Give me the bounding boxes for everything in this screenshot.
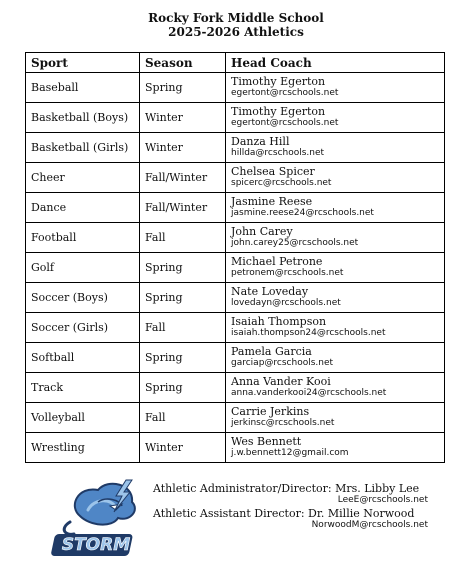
season-cell: Spring [140, 253, 226, 283]
head-coach-cell [226, 283, 445, 313]
school-title: Rocky Fork Middle School [148, 11, 324, 25]
coach-email[interactable]: egertont@rcschools.net [231, 118, 339, 128]
sport-cell: Track [26, 373, 140, 403]
season-cell: Spring [140, 283, 226, 313]
head-coach-cell [226, 163, 445, 193]
coach-email[interactable]: john.carey25@rcschools.net [231, 238, 359, 248]
coach-email[interactable]: anna.vanderkooi24@rcschools.net [231, 388, 387, 398]
head-coach-cell [226, 73, 445, 103]
season-cell: Winter [140, 433, 226, 463]
coach-email[interactable]: spicerc@rcschools.net [231, 178, 332, 188]
coach-name: Anna Vander Kooi [231, 375, 331, 388]
assistant-director-label: Athletic Assistant Director: Dr. Millie Norwood [153, 507, 415, 520]
sport-cell: Basketball (Girls) [26, 133, 140, 163]
head-coach-cell [226, 103, 445, 133]
coach-email[interactable]: egertont@rcschools.net [231, 88, 339, 98]
year-title: 2025-2026 Athletics [168, 25, 304, 39]
season-cell: Fall/Winter [140, 193, 226, 223]
head-coach-cell [226, 193, 445, 223]
coach-name: Chelsea Spicer [231, 165, 315, 178]
head-coach-cell [226, 253, 445, 283]
table-row [26, 373, 445, 403]
sport-cell: Dance [26, 193, 140, 223]
table-row [26, 223, 445, 253]
coach-name: Pamela Garcia [231, 345, 312, 358]
coach-email[interactable]: petronem@rcschools.net [231, 268, 344, 278]
season-cell: Fall [140, 403, 226, 433]
athletic-director-email[interactable]: LeeE@rcschools.net [337, 495, 428, 505]
head-coach-cell [226, 403, 445, 433]
season-cell: Spring [140, 373, 226, 403]
column-header-sport: Sport [26, 53, 140, 73]
table-row [26, 103, 445, 133]
coach-email[interactable]: hillda@rcschools.net [231, 148, 325, 158]
head-coach-cell [226, 223, 445, 253]
column-header-head-coach: Head Coach [226, 53, 445, 73]
table-row [26, 253, 445, 283]
sport-cell: Wrestling [26, 433, 140, 463]
coach-name: Isaiah Thompson [231, 315, 327, 328]
sport-cell: Baseball [26, 73, 140, 103]
table-row [26, 433, 445, 463]
head-coach-cell [226, 133, 445, 163]
sport-cell: Cheer [26, 163, 140, 193]
table-row [26, 73, 445, 103]
coach-name: Wes Bennett [231, 435, 302, 448]
head-coach-cell [226, 313, 445, 343]
coach-name: Michael Petrone [231, 255, 323, 268]
sport-cell: Soccer (Boys) [26, 283, 140, 313]
storm-mascot-logo [50, 476, 146, 558]
coach-name: Danza Hill [231, 135, 290, 148]
sport-cell: Golf [26, 253, 140, 283]
athletic-director-label: Athletic Administrator/Director: Mrs. Libby Lee [153, 482, 420, 495]
coach-name: Timothy Egerton [231, 75, 326, 88]
column-header-season: Season [140, 53, 226, 73]
sport-cell: Football [26, 223, 140, 253]
coach-email[interactable]: garciap@rcschools.net [231, 358, 334, 368]
logo-wordmark: STORM [61, 535, 131, 555]
table-body [26, 73, 445, 463]
coach-email[interactable]: jasmine.reese24@rcschools.net [231, 208, 374, 218]
season-cell: Winter [140, 103, 226, 133]
season-cell: Spring [140, 73, 226, 103]
table-header-row [26, 53, 445, 73]
table-row [26, 283, 445, 313]
head-coach-cell [226, 343, 445, 373]
coach-email[interactable]: j.w.bennett12@gmail.com [231, 448, 349, 458]
coach-name: Nate Loveday [231, 285, 309, 298]
coach-name: Timothy Egerton [231, 105, 326, 118]
table-row [26, 343, 445, 373]
table-row [26, 193, 445, 223]
coach-name: Jasmine Reese [231, 195, 313, 208]
sport-cell: Basketball (Boys) [26, 103, 140, 133]
head-coach-cell [226, 433, 445, 463]
season-cell: Fall/Winter [140, 163, 226, 193]
season-cell: Fall [140, 223, 226, 253]
season-cell: Fall [140, 313, 226, 343]
table-row [26, 163, 445, 193]
season-cell: Winter [140, 133, 226, 163]
sport-cell: Soccer (Girls) [26, 313, 140, 343]
assistant-director-email[interactable]: NorwoodM@rcschools.net [311, 520, 428, 530]
coach-email[interactable]: jerkinsc@rcschools.net [231, 418, 335, 428]
head-coach-cell [226, 373, 445, 403]
sport-cell: Volleyball [26, 403, 140, 433]
sport-cell: Softball [26, 343, 140, 373]
coach-name: John Carey [231, 225, 293, 238]
athletics-table [25, 52, 445, 463]
coach-email[interactable]: lovedayn@rcschools.net [231, 298, 341, 308]
table-row [26, 313, 445, 343]
season-cell: Spring [140, 343, 226, 373]
table-row [26, 403, 445, 433]
table-row [26, 133, 445, 163]
coach-name: Carrie Jerkins [231, 405, 310, 418]
coach-email[interactable]: isaiah.thompson24@rcschools.net [231, 328, 386, 338]
